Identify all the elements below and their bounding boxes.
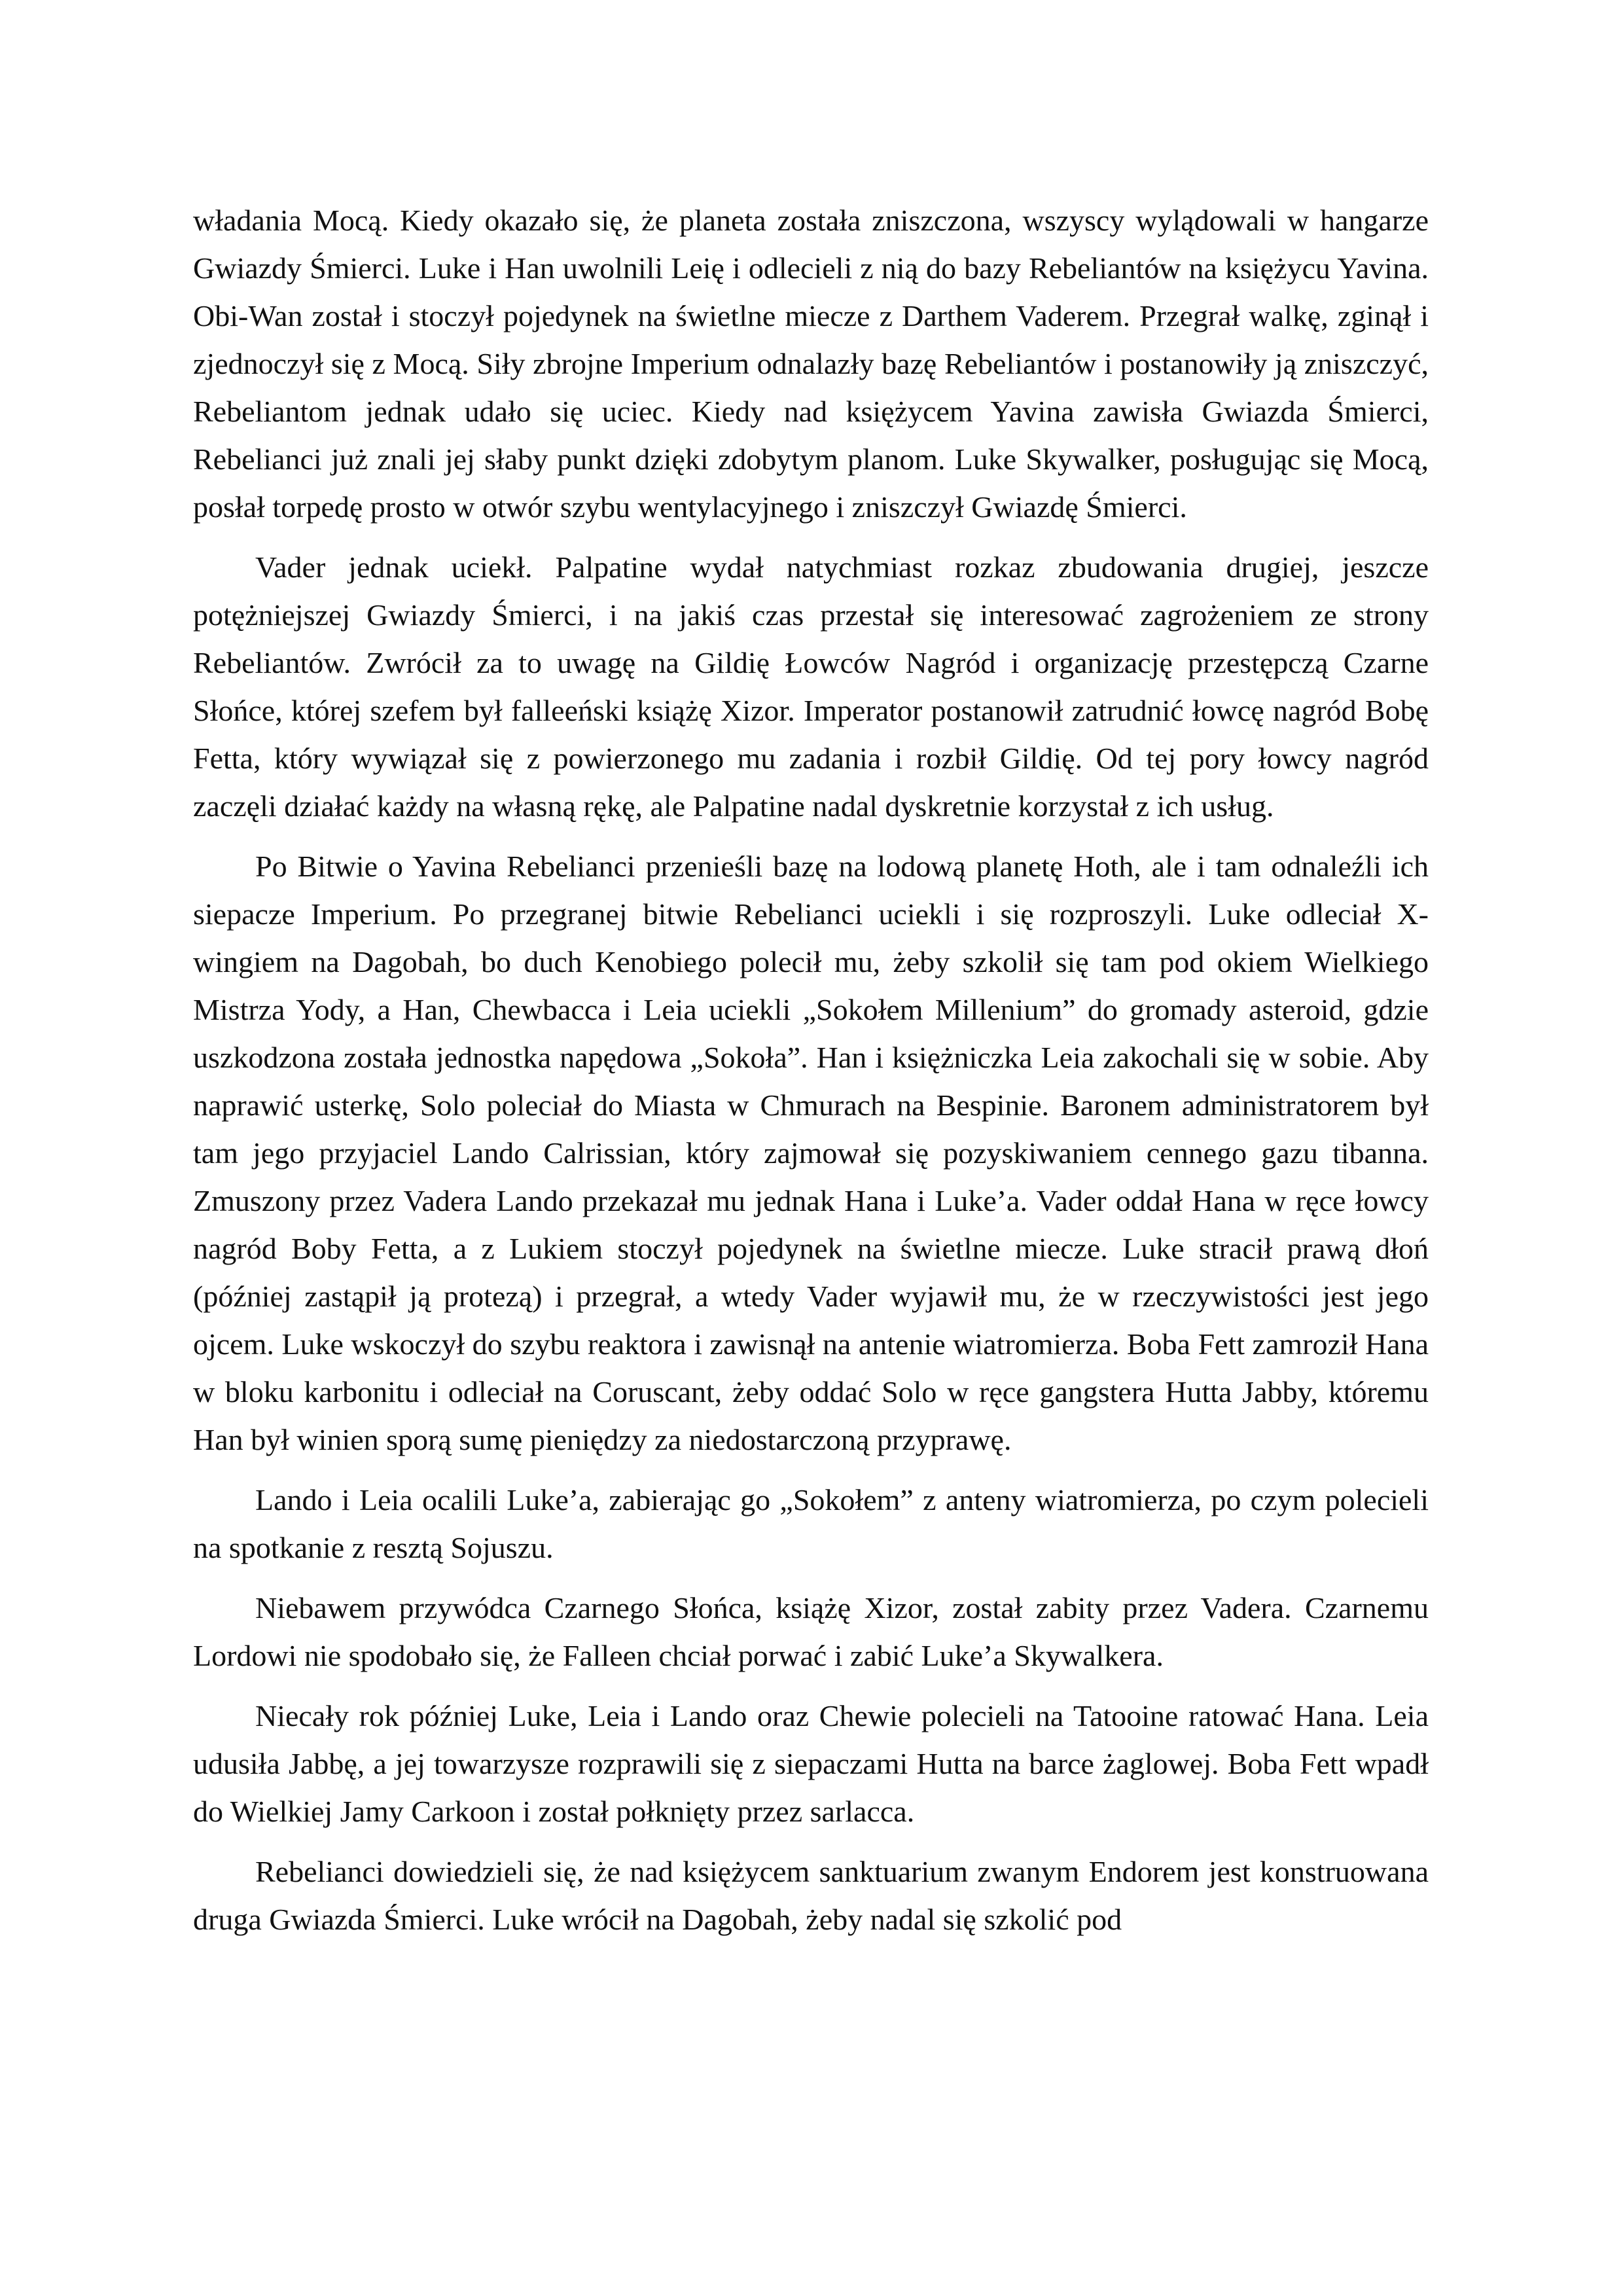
paragraph-7: Rebelianci dowiedzieli się, że nad księżycem sanktuarium zwanym Endorem jest konstruowana druga Gwiazda Śmierci. Luke wrócił na Dagobah, żeby nadal się szkolić pod bbox=[193, 1855, 1429, 1936]
paragraph-5: Niebawem przywódca Czarnego Słońca, książę Xizor, został zabity przez Vadera. Czarnemu Lordowi nie spodobało się, że Falleen chciał porwać i zabić Luke’a Skywalkera. bbox=[193, 1591, 1429, 1672]
paragraph-6: Niecały rok później Luke, Leia i Lando oraz Chewie polecieli na Tatooine ratować Hana. Leia udusiła Jabbę, a jej towarzysze rozprawili się z siepaczami Hutta na barce żaglowej. Boba Fett wpadł do Wielkiej Jamy Carkoon i został połknięty przez sarlacca. bbox=[193, 1699, 1429, 1828]
paragraph-1: władania Mocą. Kiedy okazało się, że planeta została zniszczona, wszyscy wylądowali w hangarze Gwiazdy Śmierci. Luke i Han uwolnili Leię i odlecieli z nią do bazy Rebeliantów na księżycu Yavina. Obi-Wan został i stoczył pojedynek na świetlne miecze z Darthem Vaderem. Przegrał walkę, zginął i zjednoczył się z Mocą. Siły zbrojne Imperium odnalazły bazę Rebeliantów i postanowiły ją zniszczyć, Rebeliantom jednak udało się uciec. Kiedy nad księżycem Yavina zawisła Gwiazda Śmierci, Rebelianci już znali jej słaby punkt dzięki zdobytym planom. Luke Skywalker, posługując się Mocą, posłał torpedę prosto w otwór szybu wentylacyjnego i zniszczył Gwiazdę Śmierci. bbox=[193, 204, 1429, 524]
paragraph-4: Lando i Leia ocalili Luke’a, zabierając go „Sokołem” z anteny wiatromierza, po czym polecieli na spotkanie z resztą Sojuszu. bbox=[193, 1483, 1429, 1564]
paragraph-3: Po Bitwie o Yavina Rebelianci przenieśli bazę na lodową planetę Hoth, ale i tam odnaleźli ich siepacze Imperium. Po przegranej bitwie Rebelianci uciekli i się rozproszyli. Luke odleciał X-wingiem na Dagobah, bo duch Kenobiego polecił mu, żeby szkolił się tam pod okiem Wielkiego Mistrza Yody, a Han, Chewbacca i Leia uciekli „Sokołem Millenium” do gromady asteroid, gdzie uszkodzona została jednostka napędowa „Sokoła”. Han i księżniczka Leia zakochali się w sobie. Aby naprawić usterkę, Solo poleciał do Miasta w Chmurach na Bespinie. Baronem administratorem był tam jego przyjaciel Lando Calrissian, który zajmował się pozyskiwaniem cennego gazu tibanna. Zmuszony przez Vadera Lando przekazał mu jednak Hana i Luke’a. Vader oddał Hana w ręce łowcy nagród Boby Fetta, a z Lukiem stoczył pojedynek na świetlne miecze. Luke stracił prawą dłoń (później zastąpił ją protezą) i przegrał, a wtedy Vader wyjawił mu, że w rzeczywistości jest jego ojcem. Luke wskoczył do szybu reaktora i zawisnął na antenie wiatromierza. Boba Fett zamroził Hana w bloku karbonitu i odleciał na Coruscant, żeby oddać Solo w ręce gangstera Hutta Jabby, któremu Han był winien sporą sumę pieniędzy za niedostarczoną przyprawę. bbox=[193, 850, 1429, 1456]
body-text bbox=[193, 196, 1429, 1943]
paragraph-2: Vader jednak uciekł. Palpatine wydał natychmiast rozkaz zbudowania drugiej, jeszcze potężniejszej Gwiazdy Śmierci, i na jakiś czas przestał się interesować zagrożeniem ze strony Rebeliantów. Zwrócił za to uwagę na Gildię Łowców Nagród i organizację przestępczą Czarne Słońce, której szefem był falleeński książę Xizor. Imperator postanowił zatrudnić łowcę nagród Bobę Fetta, który wywiązał się z powierzonego mu zadania i rozbił Gildię. Od tej pory łowcy nagród zaczęli działać każdy na własną rękę, ale Palpatine nadal dyskretnie korzystał z ich usług. bbox=[193, 550, 1429, 823]
